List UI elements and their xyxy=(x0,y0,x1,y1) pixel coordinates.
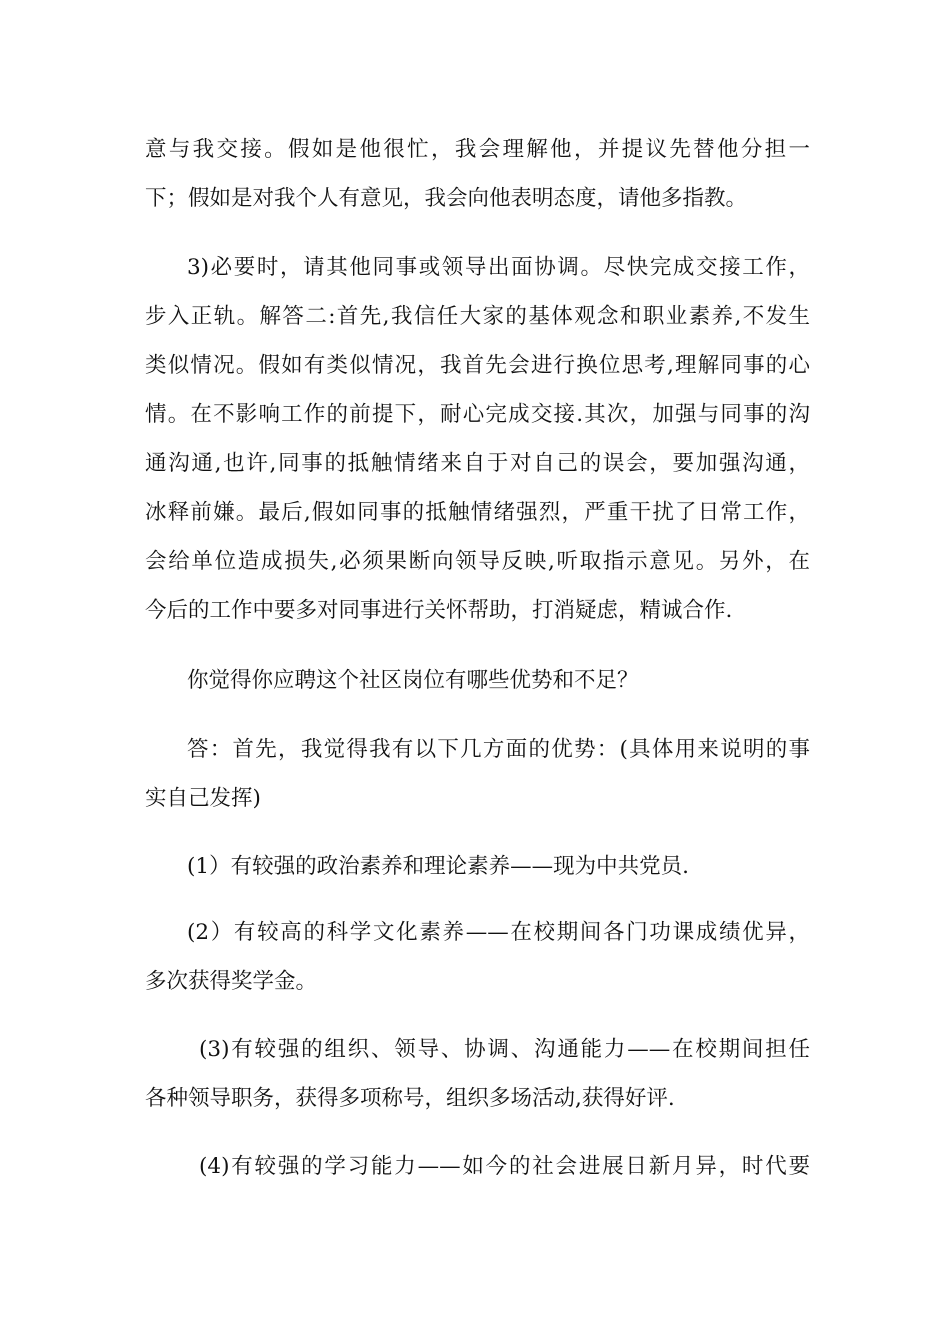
text-line: 冰释前嫌。最后,假如同事的抵触情绪强烈，严重干扰了日常工作， xyxy=(145,500,810,525)
text-line: 类似情况。假如有类似情况，我首先会进行换位思考,理解同事的心 xyxy=(145,353,810,378)
text-line: 通沟通,也许,同事的抵触情绪来自于对自己的误会，要加强沟通， xyxy=(145,451,810,476)
list-item: (4)有较强的学习能力——如今的社会进展日新月异，时代要 xyxy=(199,1154,810,1179)
text-line: 各种领导职务，获得多项称号，组织多场活动,获得好评. xyxy=(145,1086,675,1111)
text-line: 3)必要时，请其他同事或领导出面协调。尽快完成交接工作， xyxy=(187,255,810,280)
list-item: (1）有较强的政治素养和理论素养——现为中共党员. xyxy=(187,854,689,879)
text-line: 情。在不影响工作的前提下，耐心完成交接.其次，加强与同事的沟 xyxy=(145,402,810,427)
list-item: (3)有较强的组织、领导、协调、沟通能力——在校期间担任 xyxy=(199,1037,810,1062)
text-line: 步入正轨。解答二:首先,我信任大家的基体观念和职业素养,不发生 xyxy=(145,304,810,329)
text-line: 意与我交接。假如是他很忙，我会理解他，并提议先替他分担一 xyxy=(145,137,810,162)
list-item: (2）有较高的科学文化素养——在校期间各门功课成绩优异， xyxy=(187,920,810,945)
text-line: 今后的工作中要多对同事进行关怀帮助，打消疑虑，精诚合作. xyxy=(145,598,733,623)
text-line: 下；假如是对我个人有意见，我会向他表明态度，请他多指教。 xyxy=(145,186,748,211)
text-line: 答：首先，我觉得我有以下几方面的优势：(具体用来说明的事 xyxy=(187,737,810,762)
text-line: 实自己发挥) xyxy=(145,786,261,811)
question-heading: 你觉得你应聘这个社区岗位有哪些优势和不足？ xyxy=(187,668,639,693)
text-line: 多次获得奖学金。 xyxy=(145,969,318,994)
text-line: 会给单位造成损失,必须果断向领导反映,听取指示意见。另外，在 xyxy=(145,549,810,574)
